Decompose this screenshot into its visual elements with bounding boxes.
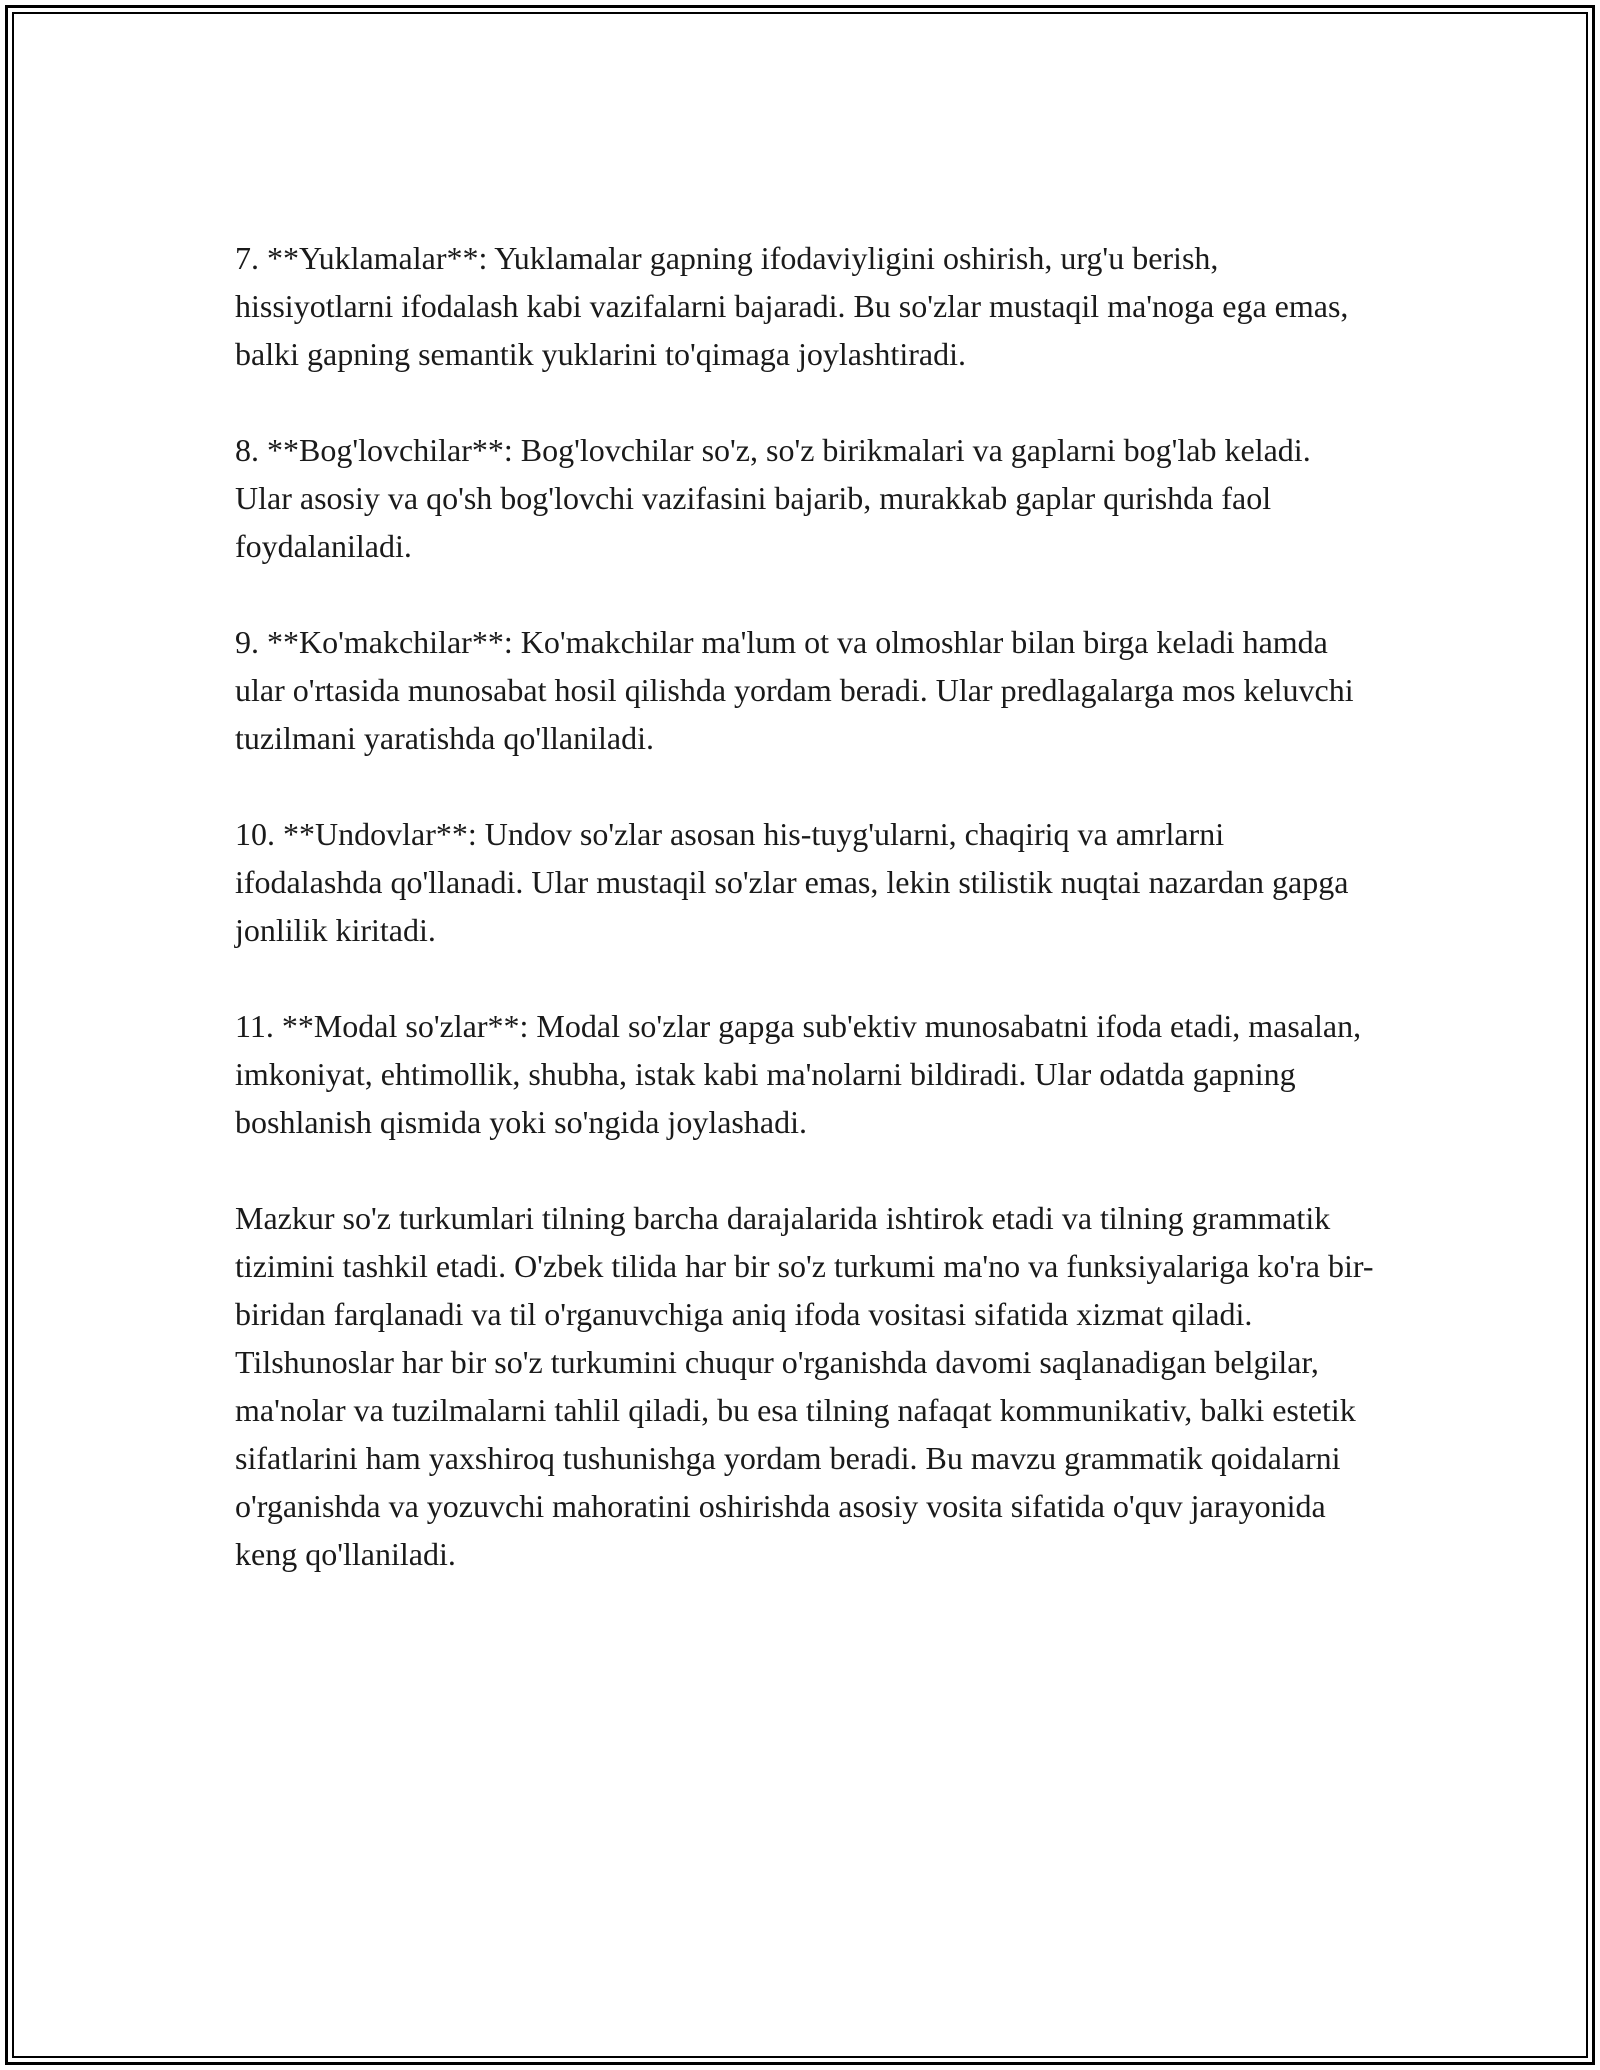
paragraph-modal-sozlar: 11. **Modal so'zlar**: Modal so'zlar gapga sub'ektiv munosabatni ifoda etadi, masalan, imkoniyat, ehtimollik, shubha, istak kabi ma'nolarni bildiradi. Ular odatda gapning boshlanish qismida yoki so'ngida joylashadi. xyxy=(235,1008,1362,1140)
paragraph-undovlar: 10. **Undovlar**: Undov so'zlar asosan his-tuyg'ularni, chaqiriq va amrlarni ifodalashda qo'llanadi. Ular mustaqil so'zlar emas, lekin stilistik nuqtai nazardan gapga jonlilik kiritadi. xyxy=(235,816,1349,948)
paragraph-conclusion: Mazkur so'z turkumlari tilning barcha darajalarida ishtirok etadi va tilning grammatik tizimini tashkil etadi. O'zbek tilida har bir so'z turkumi ma'no va funksiyalariga ko'ra bir-biridan farqlanadi va til o'rganuvchiga aniq ifoda vositasi sifatida xizmat qiladi. Tilshunoslar har bir so'z turkumini chuqur o'rganishda davomi saqlanadigan belgilar, ma'nolar va tuzilmalarni tahlil qiladi, bu esa tilning nafaqat kommunikativ, balki estetik sifatlarini ham yaxshiroq tushunishga yordam beradi. Bu mavzu grammatik qoidalarni o'rganishda va yozuvchi mahoratini oshirishda asosiy vosita sifatida o'quv jarayonida keng qo'llaniladi. xyxy=(235,1200,1374,1572)
paragraph-yuklamalar: 7. **Yuklamalar**: Yuklamalar gapning ifodaviyligini oshirish, urg'u berish, hissiyotlarni ifodalash kabi vazifalarni bajaradi. Bu so'zlar mustaqil ma'noga ega emas, balki gapning semantik yuklarini to'qimaga joylashtiradi. xyxy=(235,240,1349,372)
document-body xyxy=(235,234,1375,1578)
paragraph-komakchilar: 9. **Ko'makchilar**: Ko'makchilar ma'lum ot va olmoshlar bilan birga keladi hamda ular o'rtasida munosabat hosil qilishda yordam beradi. Ular predlagalarga mos keluvchi tuzilmani yaratishda qo'llaniladi. xyxy=(235,624,1354,756)
paragraph-boglovchilar: 8. **Bog'lovchilar**: Bog'lovchilar so'z, so'z birikmalari va gaplarni bog'lab keladi. Ular asosiy va qo'sh bog'lovchi vazifasini bajarib, murakkab gaplar qurishda faol foydalaniladi. xyxy=(235,432,1311,564)
